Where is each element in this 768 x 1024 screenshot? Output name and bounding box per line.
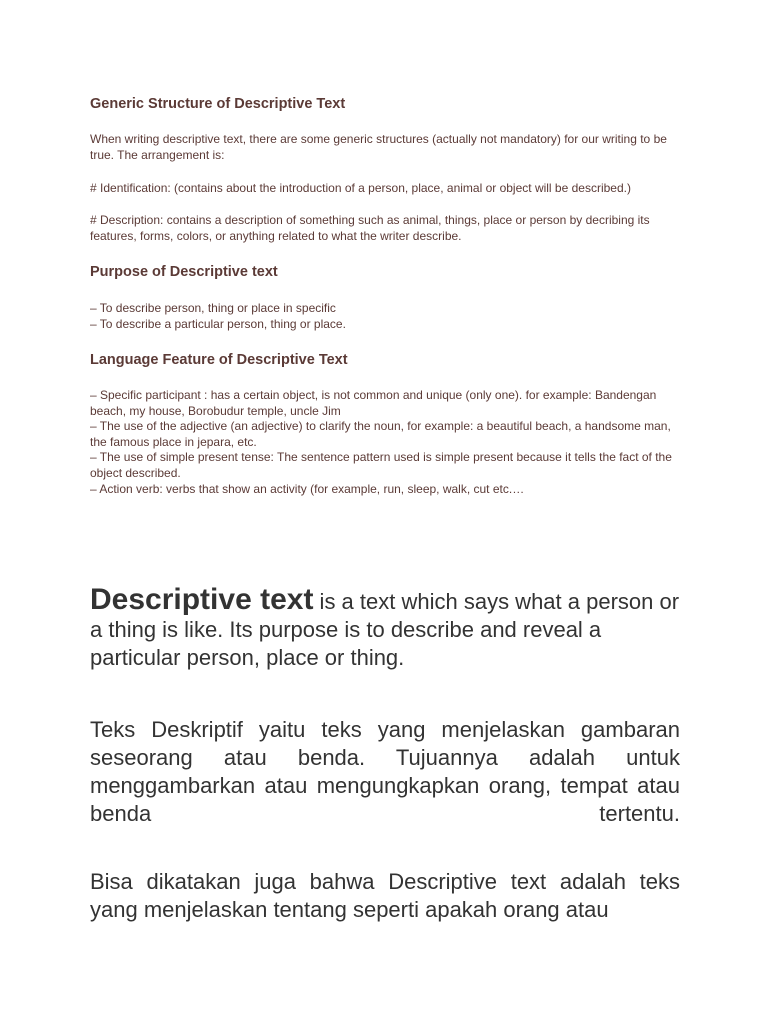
purpose-item-1: – To describe person, thing or place in specific <box>90 301 336 315</box>
language-feature-item-2: – The use of the adjective (an adjective) to clarify the noun, for example: a beautiful beach, a handsome man, the famous place in jepara, etc. <box>90 419 671 449</box>
heading-generic-structure: Generic Structure of Descriptive Text <box>90 96 346 112</box>
generic-structure-intro: When writing descriptive text, there are some generic structures (actually not mandatory) for our writing to be true. The arrangement is: <box>90 132 667 162</box>
heading-purpose: Purpose of Descriptive text <box>90 264 278 280</box>
purpose-item-2: – To describe a particular person, thing or place. <box>90 317 346 331</box>
definition-term: Descriptive text <box>90 583 314 616</box>
description-paragraph: # Description: contains a description of something such as animal, things, place or person by decribing its features, forms, colors, or anything related to what the writer describe. <box>90 213 650 243</box>
definition-rest: is a text which says what a person or a thing is like. Its purpose is to describe and reveal a particular person, place or thing. <box>90 589 680 670</box>
language-feature-item-4: – Action verb: verbs that show an activity (for example, run, sleep, walk, cut etc.… <box>90 482 525 496</box>
indonesian-paragraph-1: Teks Deskriptif yaitu teks yang menjelaskan gambaran seseorang atau benda. Tujuannya adalah untuk menggambarkan atau mengungkapkan orang, tempat atau benda tertentu. <box>90 717 680 826</box>
indonesian-paragraph-2: Bisa dikatakan juga bahwa Descriptive text adalah teks yang menjelaskan tentang seperti apakah orang atau <box>90 869 680 922</box>
language-feature-item-1: – Specific participant : has a certain object, is not common and unique (only one). for example: Bandengan beach, my house, Borobudur temple, uncle Jim <box>90 388 657 418</box>
heading-language-feature: Language Feature of Descriptive Text <box>90 352 348 368</box>
language-feature-item-3: – The use of simple present tense: The sentence pattern used is simple present because it tells the fact of the object described. <box>90 450 672 480</box>
identification-paragraph: # Identification: (contains about the introduction of a person, place, animal or object will be described.) <box>90 181 631 195</box>
definition-paragraph <box>90 583 680 672</box>
